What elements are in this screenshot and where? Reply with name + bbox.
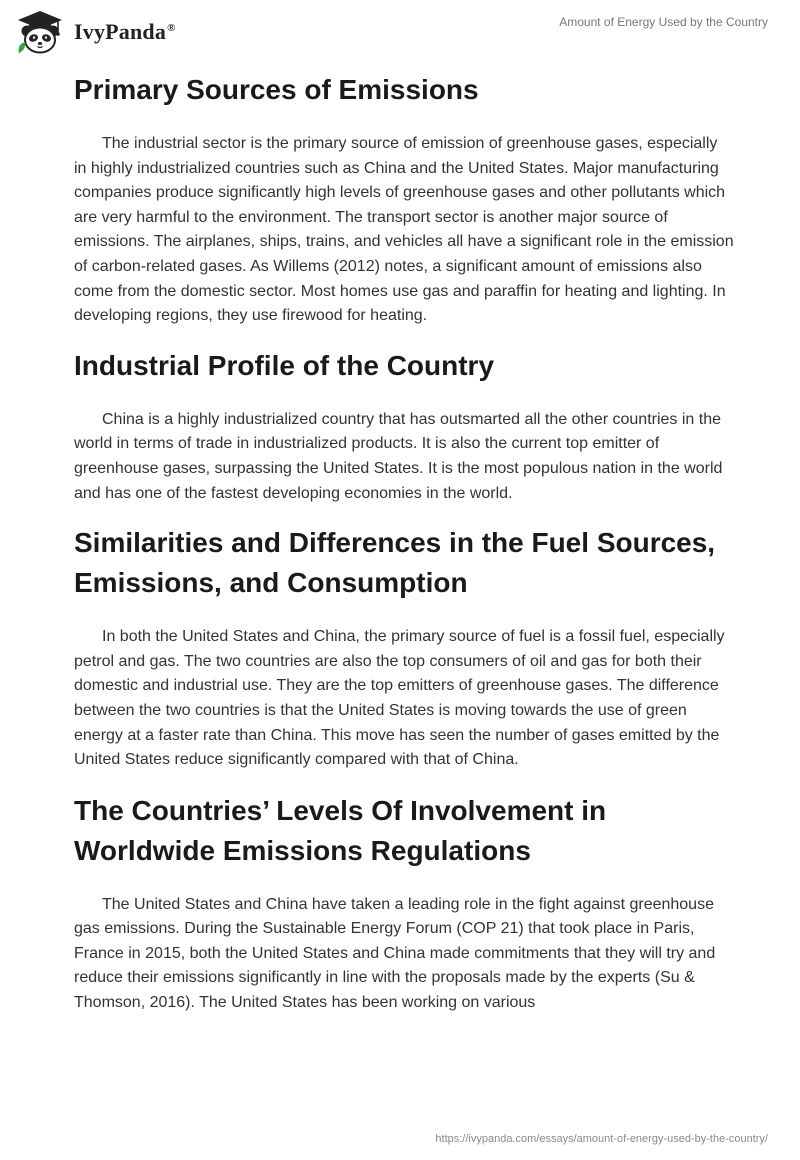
section-heading: Primary Sources of Emissions [74,74,479,105]
section-paragraph: China is a highly industrialized country that has outsmarted all the other countries in the world in terms of trade in industrialized products. It is also the current top emitter of greenhouse gases, surpassing the United States. It is the most populous nation in the world and has one of the fastest developing economies in the world. [74,410,723,502]
document-title: Amount of Energy Used by the Country [559,15,768,29]
panda-graduate-icon [14,9,66,55]
section-heading: Industrial Profile of the Country [74,349,495,381]
section-heading: Similarities and Differences in the Fuel Sources, Emissions, and Consumption [74,527,716,599]
source-url-link[interactable]: https://ivypanda.com/essays/amount-of-energy-used-by-the-country/ [435,1133,768,1145]
brand-name: IvyPanda® [74,19,176,44]
page-header [0,0,800,62]
section-paragraph: The industrial sector is the primary source of emission of greenhouse gases, especially in highly industrialized countries such as China and the United States. Major manufacturing companies produce significantly high levels of greenhouse gases and other pollutants which are very harmful to the environment. The transport sector is another major source of emissions. The airplanes, ships, trains, and vehicles all have a significant role in the emission of carbon-related gases. As Willems (2012) notes, a significant amount of emissions also come from the domestic sector. Most homes use gas and paraffin for heating and lighting. In developing regions, they use firewood for heating. [74,135,734,325]
registered-mark: ® [167,21,176,34]
section-paragraph: The United States and China have taken a leading role in the fight against greenhouse gas emissions. During the Sustainable Energy Forum (COP 21) that took place in Paris, France in 2015, both the United States and China made commitments that they will try and reduce their emissions significantly in line with the proposals made by the experts (Su & Thomson, 2016). The United States has been working on various [74,895,716,1012]
section-heading: The Countries’ Levels Of Involvement in Worldwide Emissions Regulations [74,794,607,866]
essay-content [74,70,734,1016]
section-paragraph: In both the United States and China, the primary source of fuel is a fossil fuel, especially petrol and gas. The two countries are also the top consumers of oil and gas for both their domestic and industrial use. They are the top emitters of greenhouse gases. The difference between the two countries is that the United States is moving towards the use of green energy at a faster rate than China. This move has seen the number of gases emitted by the United States reduce significantly compared with that of China. [74,628,725,769]
ivypanda-logo[interactable] [14,8,176,56]
